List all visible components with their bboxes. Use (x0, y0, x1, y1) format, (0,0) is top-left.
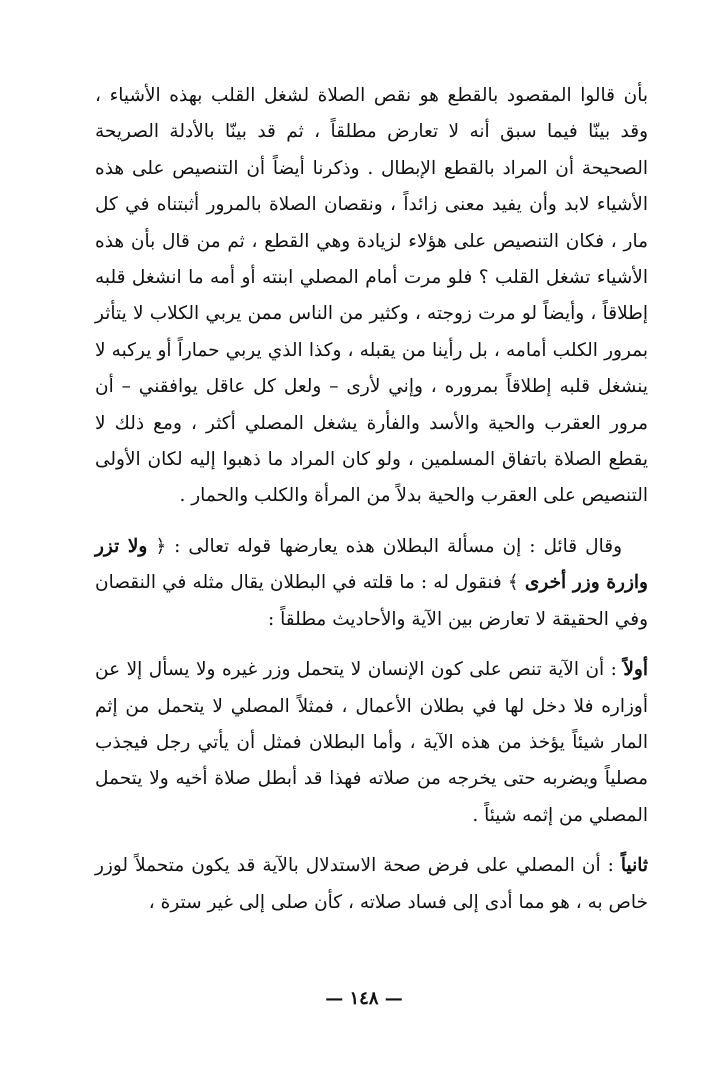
paragraph-4 (95, 848, 648, 921)
paragraph-3 (95, 652, 648, 834)
paragraph-2-text-after: ﴾ فنقول له : ما قلته في البطلان يقال مثله في النقصان وفي الحقيقة لا تعارض بين الآية والأحاديث مطلقاً : (95, 572, 648, 630)
paragraph-2-text-before: وقال قائل : إن مسألة البطلان هذه يعارضها قوله تعالى : ﴿ (147, 535, 622, 557)
paragraph-3-text: : أن الآية تنص على كون الإنسان لا يتحمل وزر غيره ولا يسأل إلا عن أوزاره فلا دخل لها في بطلان الأعمال ، فمثلاً المصلي لا يتحمل من إثم المار شيئاً يؤخذ من هذه الآية ، وأما البطلان فمثل أن يأتي رجل فيجذب مصلياً ويضربه حتى يخرجه من صلاته فهذا قد أبطل صلاة أخيه ولا يتحمل المصلي من إثمه شيئاً . (95, 659, 648, 826)
page-number: — ١٤٨ — (325, 988, 403, 1009)
paragraph-4-text: : أن المصلي على فرض صحة الاستدلال بالآية قد يكون متحملاً لوزر خاص به ، هو مما أدى إلى فساد صلاته ، كأن صلى إلى غير سترة ، (95, 855, 648, 913)
quran-verse: ولا تزر وازرة وزر أخرى (95, 535, 648, 594)
point-one-heading: أولاً (623, 659, 648, 681)
paragraph-2 (95, 529, 648, 638)
page-body (95, 78, 648, 921)
paragraph-1-text: بأن قالوا المقصود بالقطع هو نقص الصلاة لشغل القلب بهذه الأشياء ، وقد بينّا فيما سبق أنه لا تعارض مطلقاً ، ثم قد بينّا بالأدلة الصريحة الصحيحة أن المراد بالقطع الإبطال . وذكرنا أيضاً أن التنصيص على هذه الأشياء لابد وأن يفيد معنى زائداً ، ونقصان الصلاة بالمرور أثبتناه في كل مار ، فكان التنصيص على هؤلاء لزيادة وهي القطع ، ثم من قال بأن هذه الأشياء تشغل القلب ؟ فلو مرت أمام المصلي ابنته أو أمه ما انشغل قلبه إطلاقاً ، وأيضاً لو مرت زوجته ، وكثير من الناس ممن يربي الكلاب لا يتأثر بمرور الكلب أمامه ، بل رأينا من يقبله ، وكذا الذي يربي حماراً أو يركبه لا ينشغل قلبه إطلاقاً بمروره ، وإني لأرى – ولعل كل عاقل يوافقني – أن مرور العقرب والحية والأسد والفأرة يشغل المصلي أكثر ، ومع ذلك لا يقطع الصلاة باتفاق المسلمين ، ولو كان المراد ما ذهبوا إليه لكان الأولى التنصيص على العقرب والحية بدلاً من المرأة والكلب والحمار . (95, 85, 648, 507)
paragraph-1 (95, 78, 648, 515)
point-two-heading: ثانياً (620, 855, 648, 877)
